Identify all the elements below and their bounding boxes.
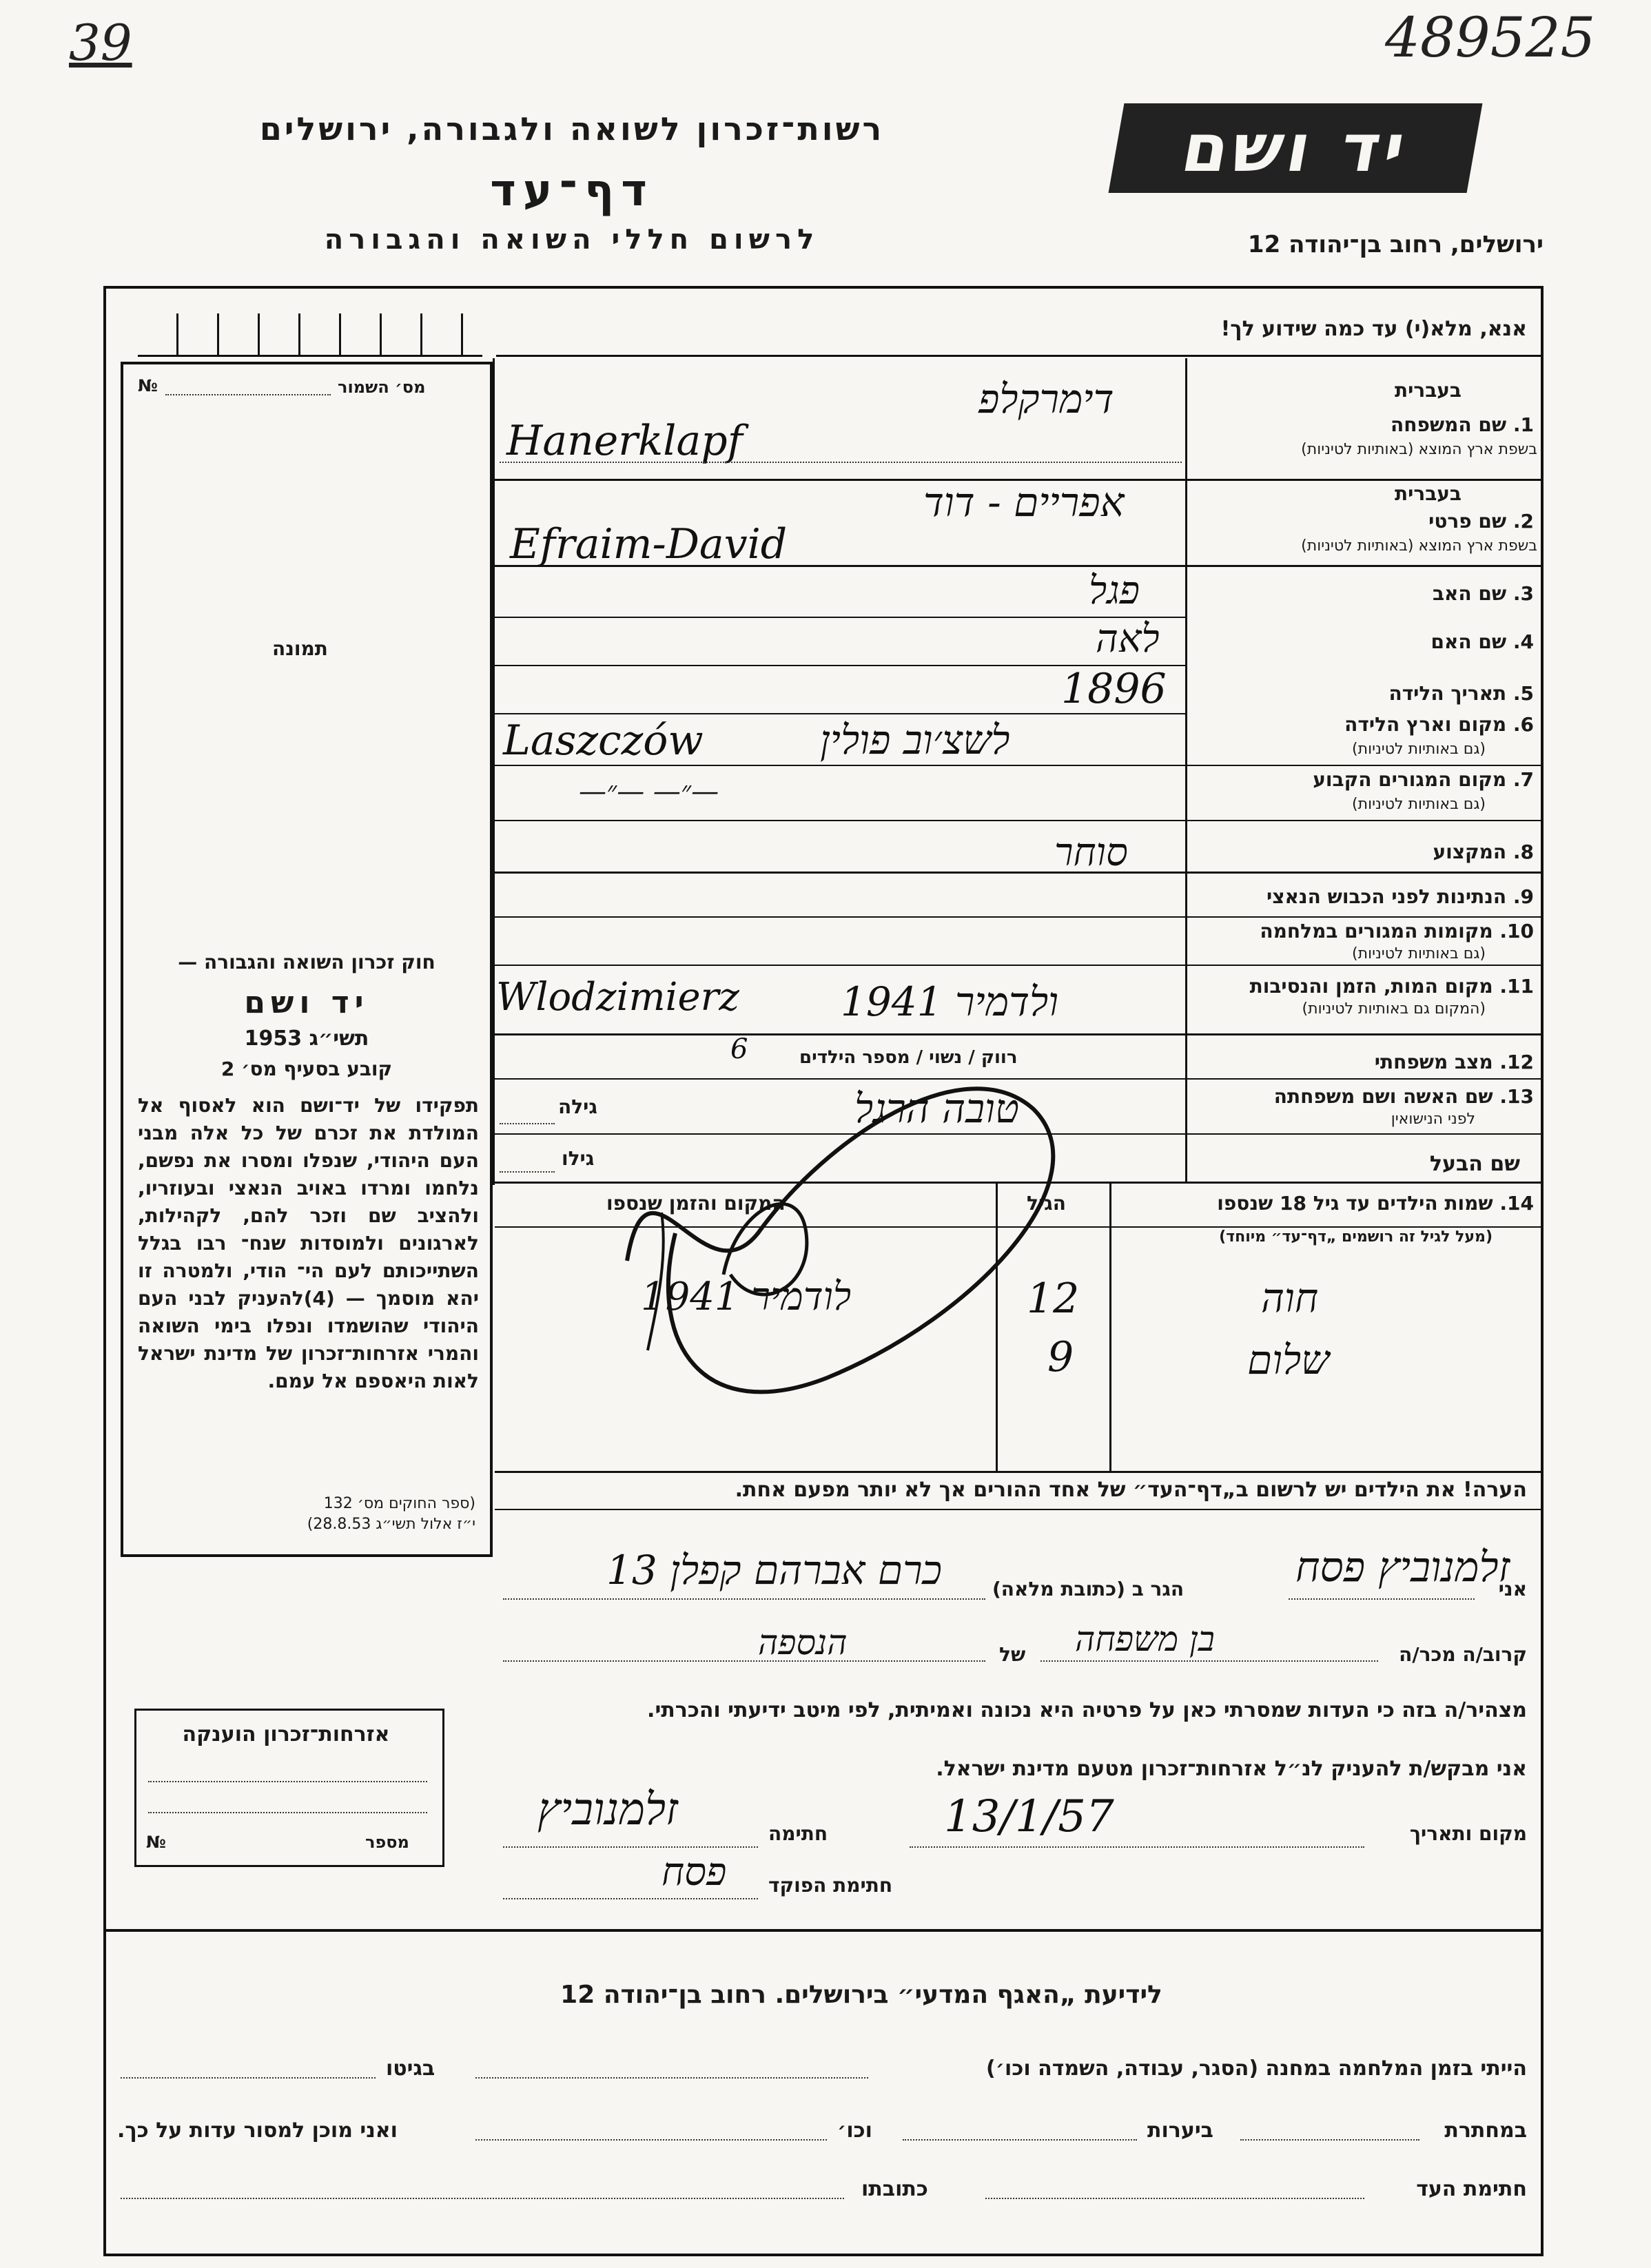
declarant-relative-label: קרוב/ה מכר/ה bbox=[1399, 1643, 1527, 1666]
field-10-name: מקומות המגורים במלחמה bbox=[1260, 920, 1493, 942]
field-2-name: שם פרטי bbox=[1428, 510, 1507, 533]
registration-number-mark: № bbox=[138, 376, 158, 395]
child-1-age: 12 bbox=[1027, 1275, 1080, 1323]
field-4-num: 4. bbox=[1512, 630, 1534, 653]
children-num: 14. bbox=[1499, 1192, 1534, 1215]
children-title: שמות הילדים עד גיל 18 שנספו bbox=[1217, 1192, 1493, 1215]
field-5-value: 1896 bbox=[1061, 665, 1167, 713]
field-13-name: שם האשה ושם משפחתה bbox=[1273, 1085, 1493, 1108]
address: ירושלים, רחוב בן־יהודה 12 bbox=[1247, 231, 1544, 258]
declaration-text: מצהיר/ה בזה כי העדות שמסרתי כאן על פרטיה היא נכונה ואמיתית, לפי מיטב ידיעתי והכרתי. bbox=[647, 1698, 1527, 1722]
field-2-sub: בשפת ארץ המוצא (באותיות לטיניות) bbox=[1301, 537, 1537, 555]
field-13-sub: לפני הנישואין bbox=[1391, 1111, 1475, 1128]
field-10-label bbox=[1260, 920, 1534, 942]
children-label bbox=[1217, 1192, 1534, 1215]
field-5-label bbox=[1388, 682, 1534, 705]
field-11-num: 11. bbox=[1499, 975, 1534, 998]
wife-age-label: גילה bbox=[558, 1095, 597, 1118]
law-line2: יד ושם bbox=[244, 985, 369, 1020]
citizenship-number-mark: № bbox=[146, 1833, 166, 1852]
bottom-heading: לידיעת „האגף המדעי״ בירושלים. רחוב בן־יהודה 12 bbox=[560, 1981, 1162, 2009]
field-4-value: לאה bbox=[1096, 617, 1160, 661]
file-number-top-right: 489525 bbox=[1385, 6, 1596, 70]
registration-ticks bbox=[138, 313, 482, 357]
field-3-value: פגל bbox=[1089, 568, 1140, 613]
authority-title: רשות־זכרון לשואה ולגבורה, ירושלים bbox=[259, 110, 885, 147]
child-1-place: לודמיר 1941 bbox=[641, 1275, 852, 1319]
field-11-value-latin: Wlodzimierz bbox=[496, 975, 739, 1020]
field-12-num: 12. bbox=[1499, 1051, 1534, 1073]
field-13-value: טובה הרגל bbox=[854, 1085, 1019, 1132]
field-8-label bbox=[1433, 841, 1534, 863]
field-4-label bbox=[1431, 630, 1534, 653]
citizenship-number-label: מספר bbox=[365, 1833, 409, 1852]
field-11-name: מקום המות, הזמן והנסיבות bbox=[1249, 975, 1493, 998]
child-2-name: שלום bbox=[1247, 1337, 1330, 1383]
law-line4: קובע בסעיף מס׳ 2 bbox=[221, 1058, 393, 1080]
signature-label: חתימה bbox=[768, 1822, 828, 1845]
field-7-name: מקום המגורים הקבוע bbox=[1313, 768, 1507, 791]
citizenship-title: אזרחות־זכרון הוענקה bbox=[182, 1722, 390, 1746]
field-7-label bbox=[1313, 768, 1534, 791]
yad-vashem-logo bbox=[1109, 103, 1483, 193]
declarant-of-label: של bbox=[999, 1643, 1026, 1666]
law-source2: י״ז אלול תשי״ג 28.8.53) bbox=[307, 1516, 475, 1533]
bottom-line2-d: ואני מוכן למסור עדות על כך. bbox=[117, 2118, 398, 2143]
field-3-label bbox=[1433, 582, 1534, 605]
field-7-num: 7. bbox=[1512, 768, 1534, 791]
husband-label: שם הבעל bbox=[1429, 1152, 1520, 1176]
field-12-name: מצב משפחתי bbox=[1374, 1051, 1493, 1073]
field-5-num: 5. bbox=[1512, 682, 1534, 705]
field-6-value-hebrew: לשצ׳וב פולין bbox=[820, 717, 1010, 763]
place-date-label: מקום ותאריך bbox=[1409, 1822, 1527, 1845]
field-7-sub: (גם באותיות לטיניות) bbox=[1352, 796, 1486, 813]
field-9-num: 9. bbox=[1512, 885, 1534, 908]
registration-number-label: מס׳ השמור bbox=[338, 378, 426, 397]
children-col-place: המקום והזמן שנספו bbox=[606, 1192, 786, 1215]
field-2-value-latin: Efraim-David bbox=[510, 520, 788, 568]
bottom-line1-a: הייתי בזמן המלחמה במחנה (הסגר, עבודה, השמדה וכו׳) bbox=[986, 2056, 1527, 2081]
law-source1: (ספר החוקים מס׳ 132 bbox=[323, 1495, 475, 1512]
field-3-num: 3. bbox=[1512, 582, 1534, 605]
logo-text: יד ושם bbox=[1176, 110, 1415, 187]
field-6-num: 6. bbox=[1512, 713, 1534, 736]
field-12-label bbox=[1375, 1051, 1534, 1073]
law-line3: תשי״ג 1953 bbox=[244, 1027, 369, 1051]
declarant-name: זלמנוביץ פסח bbox=[1295, 1543, 1510, 1591]
children-sub: (מעל לגיל זה רושמים „דף־עד״ מיוחד) bbox=[1219, 1228, 1493, 1246]
children-col-age: הגיל bbox=[1027, 1192, 1066, 1215]
bottom-line2-c: וכו׳ bbox=[837, 2118, 872, 2143]
field-1-label bbox=[1391, 413, 1534, 436]
field-6-sub: (גם באותיות לטיניות) bbox=[1352, 741, 1486, 758]
child-1-name: חוה bbox=[1261, 1275, 1319, 1321]
husband-age-label: גילו bbox=[562, 1147, 595, 1170]
field-9-label bbox=[1267, 885, 1534, 908]
field-5-name: תאריך הלידה bbox=[1388, 682, 1507, 705]
field-10-sub: (גם באותיות לטיניות) bbox=[1352, 945, 1486, 962]
form-title: דף־עד bbox=[490, 165, 654, 216]
request-text: אני מבקש/ת להעניק לנ״ל אזרחות־זכרון מטעם מדינת ישראל. bbox=[936, 1757, 1527, 1781]
bottom-line3-a: חתימת העד bbox=[1416, 2177, 1527, 2201]
field-8-value: סוחר bbox=[1054, 830, 1128, 875]
field-2-hebrew-tag: בעברית bbox=[1394, 482, 1462, 505]
field-1-num: 1. bbox=[1512, 413, 1534, 436]
law-line1: חוק זכרון השואה והגבורה — bbox=[178, 951, 435, 973]
field-1-name: שם המשפחה bbox=[1391, 413, 1507, 436]
child-2-age: 9 bbox=[1047, 1333, 1074, 1381]
declarant-address: כרם אברהם קפלן 13 bbox=[606, 1547, 942, 1594]
declaration-date: 13/1/57 bbox=[944, 1791, 1114, 1842]
field-1-value-latin: Hanerklapf bbox=[506, 417, 743, 465]
field-6-name: מקום וארץ הלידה bbox=[1344, 713, 1507, 736]
law-body: תפקידו של יד־ושם הוא לאסוף אל המולדת את זכרם של כל אלה מבני העם היהודי, שנפלו ומסרו את נפשם, נלחמו ומרדו באויב הנאצי ובעוזריו, ולהציב שם וזכר להם, לקהילות, לארגונים ולמוסדות שנח־ רבו בגלל השתייכותם לעם הי־ הודי, ולמטרה זו יהא מוסמך — (4)להעניק לבני העם היהודי שהושמדו ונפלו בימי השואה והמרי אזרחות־זכרון של מדינת ישראל לאות היאספם אל עמם. bbox=[138, 1094, 480, 1392]
field-2-label bbox=[1428, 510, 1534, 533]
photo-label: תמונה bbox=[272, 637, 328, 660]
field-1-hebrew-tag: בעברית bbox=[1394, 379, 1462, 402]
field-1-value-hebrew: דימרקלפ bbox=[978, 375, 1114, 422]
bottom-line2-a: במחתרת bbox=[1444, 2118, 1527, 2143]
instruction: אנא, מלא(י) עד כמה שידוע לך! bbox=[1220, 317, 1527, 341]
declarant-signature: זלמנוביץ bbox=[537, 1784, 678, 1835]
field-13-num: 13. bbox=[1499, 1085, 1534, 1108]
field-3-name: שם האב bbox=[1432, 582, 1507, 605]
note: הערה! את הילדים יש לרשום ב„דף־העד״ של אחד ההורים אך לא יותר מפעם אחת. bbox=[735, 1478, 1527, 1502]
family-status-options: רווק / נשוי / מספר הילדים bbox=[799, 1047, 1018, 1068]
bottom-line3-b: כתובתו bbox=[861, 2177, 928, 2201]
field-1-sub: בשפת ארץ המוצא (באותיות לטיניות) bbox=[1301, 441, 1537, 458]
field-6-value-latin: Laszczów bbox=[503, 717, 704, 765]
declarant-i-label: אני bbox=[1498, 1578, 1527, 1600]
field-13-label bbox=[1274, 1085, 1534, 1108]
official-signature-label: חתימת הפוקד bbox=[768, 1874, 893, 1897]
field-6-label bbox=[1344, 713, 1534, 736]
declarant-resides-label: הגר ב (כתובת מלאה) bbox=[992, 1578, 1185, 1600]
field-2-value-hebrew: אפריים - דוד bbox=[923, 479, 1125, 526]
field-2-num: 2. bbox=[1512, 510, 1534, 533]
field-8-num: 8. bbox=[1512, 841, 1534, 863]
field-7-value: —״— —״— bbox=[579, 776, 719, 807]
field-9-name: הנתינות לפני הכבוש הנאצי bbox=[1267, 885, 1507, 908]
official-signature: פסח bbox=[662, 1850, 727, 1895]
field-4-name: שם האם bbox=[1430, 630, 1507, 653]
field-10-num: 10. bbox=[1499, 920, 1534, 942]
field-12-value: 6 bbox=[730, 1033, 748, 1065]
field-8-name: המקצוע bbox=[1433, 841, 1507, 863]
field-11-value-hebrew: ולדמיר 1941 bbox=[841, 978, 1059, 1025]
declarant-of-value: הנספה bbox=[758, 1622, 848, 1662]
file-number-top-left: 39 bbox=[69, 14, 132, 72]
field-11-label bbox=[1250, 975, 1534, 998]
declarant-relation: בן משפחה bbox=[1075, 1619, 1215, 1659]
official-signature-scribble bbox=[620, 1054, 1116, 1440]
bottom-line1-b: בגיטו bbox=[386, 2056, 435, 2081]
form-subtitle: לרשום חללי השואה והגבורה bbox=[324, 224, 820, 256]
field-11-sub: (המקום גם באותיות לטיניות) bbox=[1302, 1000, 1486, 1018]
bottom-line2-b: ביערות bbox=[1147, 2118, 1213, 2143]
